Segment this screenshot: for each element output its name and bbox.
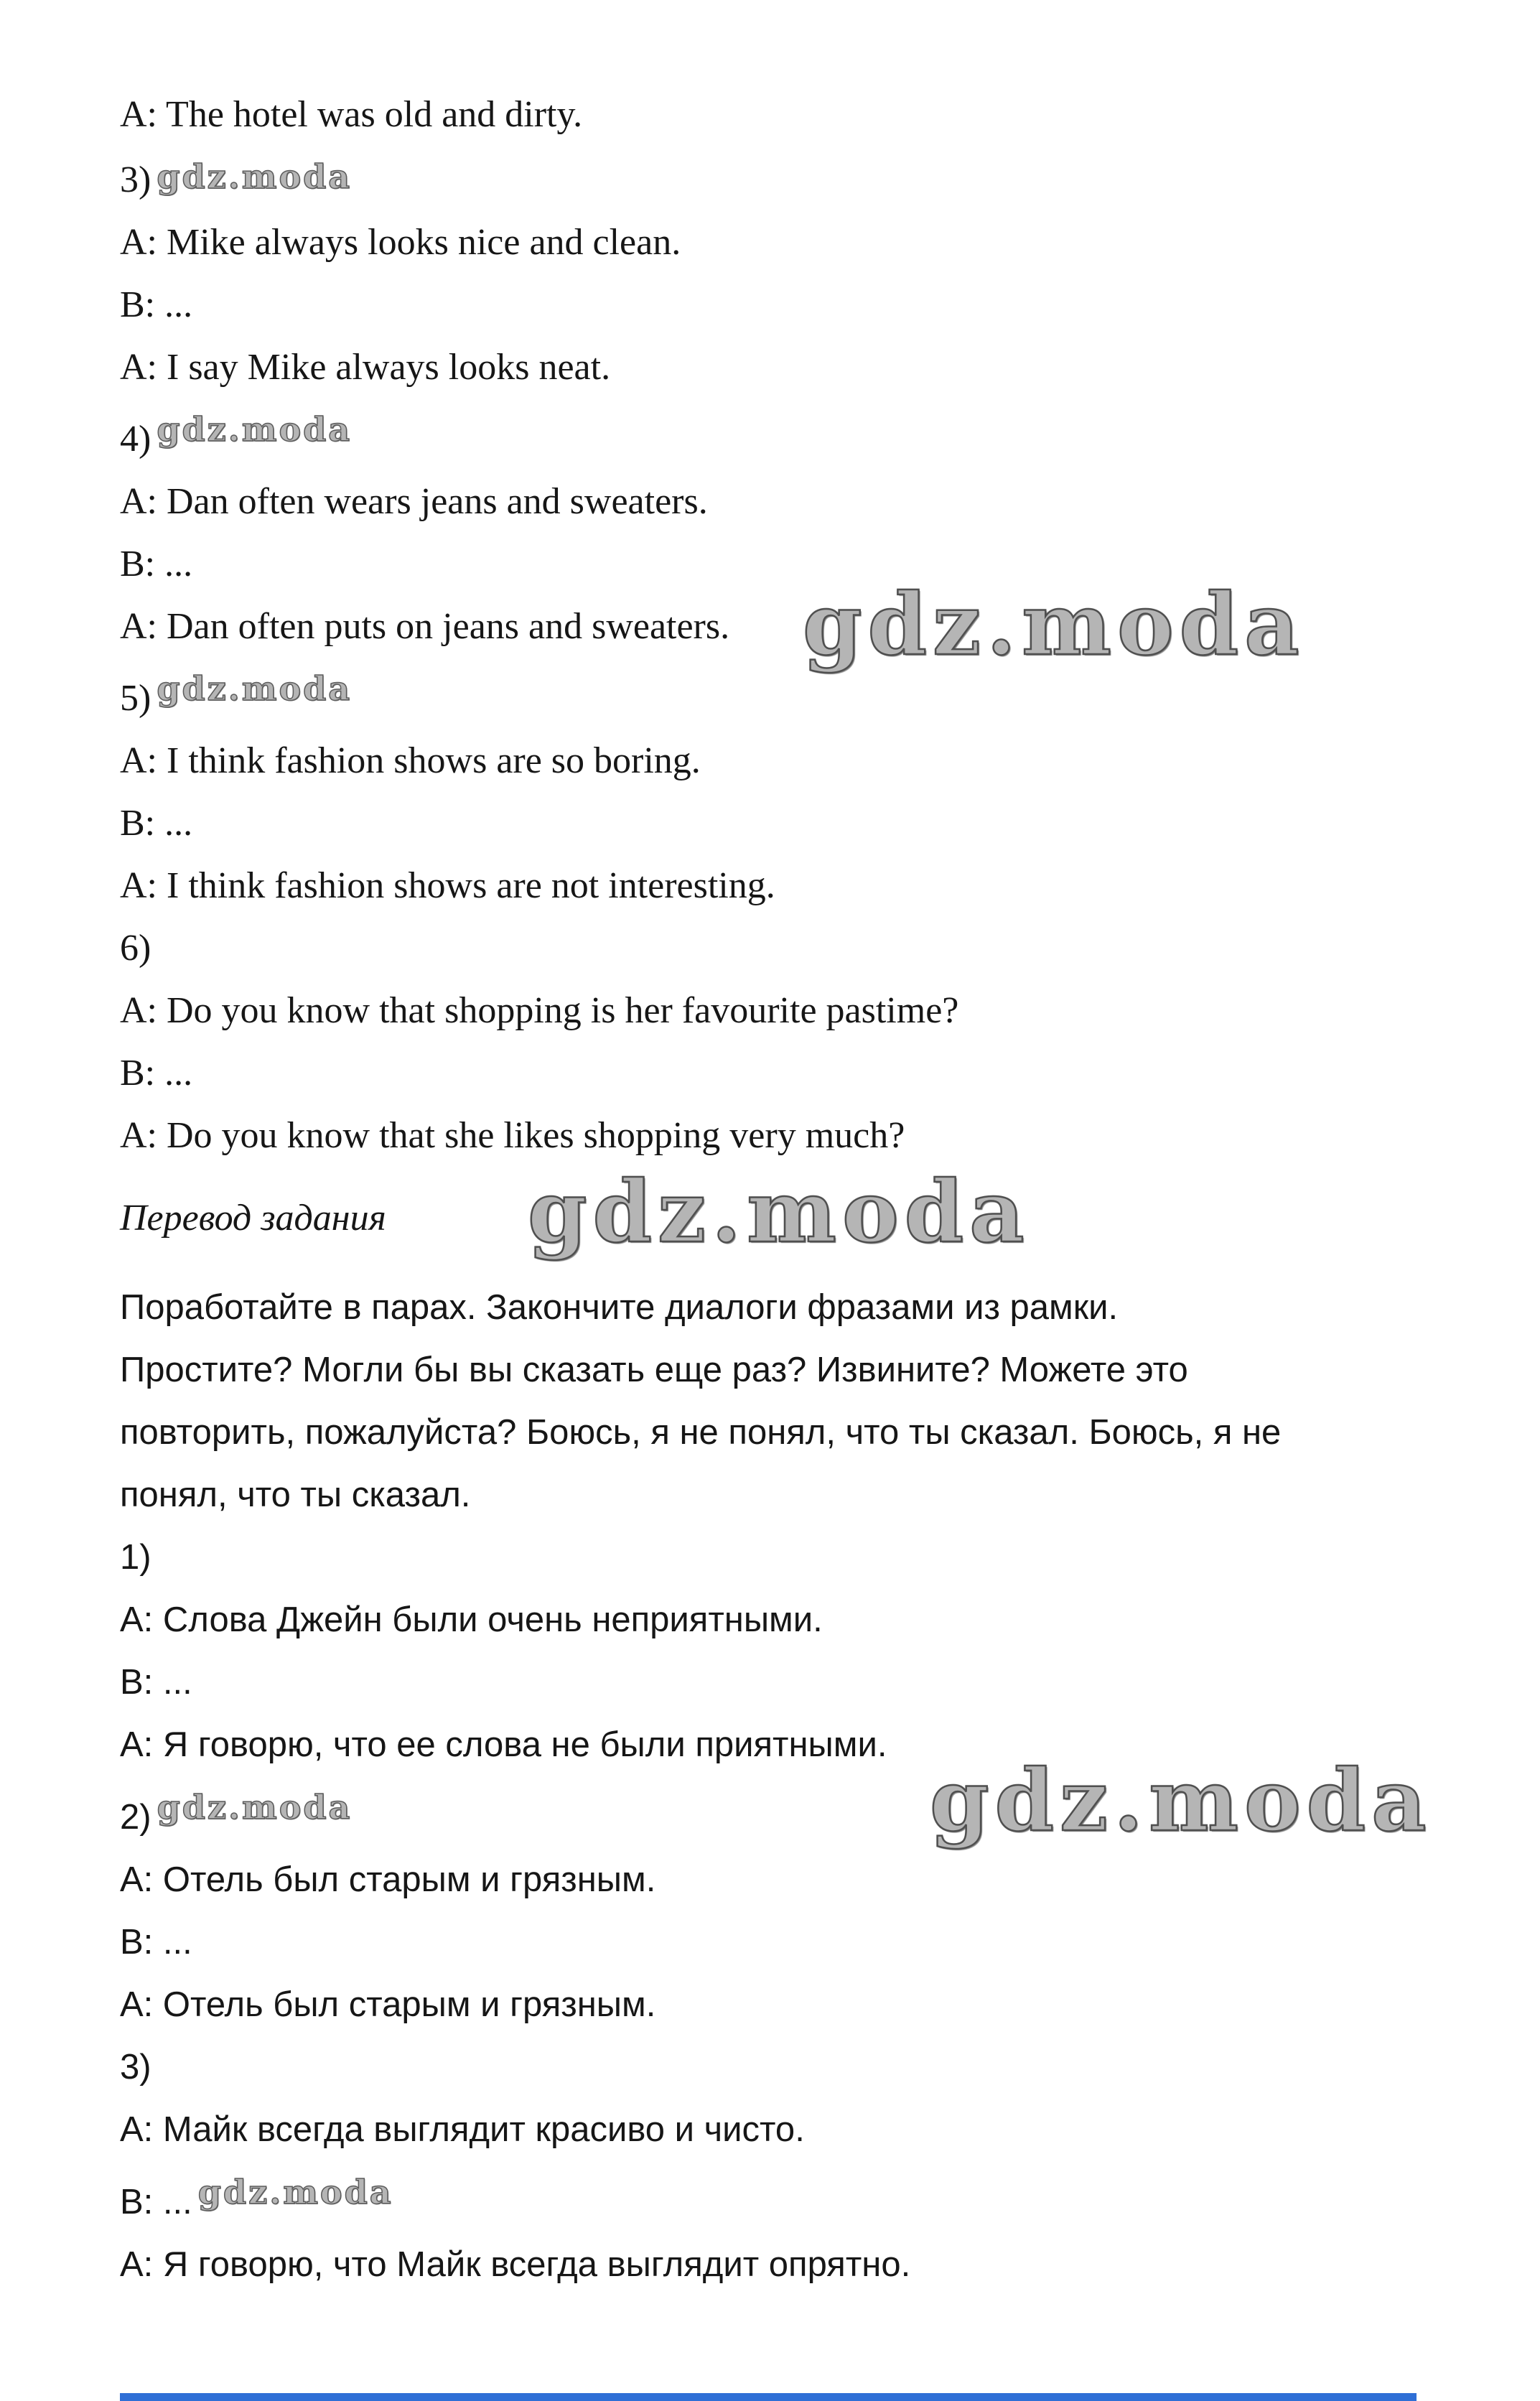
dialogue-line: A: Do you know that she likes shopping very much? xyxy=(120,1115,905,1156)
item-number-line xyxy=(120,398,1483,470)
dialogue-line: B: ... xyxy=(120,1053,193,1094)
dialogue-line: A: I think fashion shows are not interesting. xyxy=(120,865,775,906)
item-number-line: 1) xyxy=(120,1538,151,1577)
gdz-watermark-large: gdz.moda xyxy=(528,1162,1030,1262)
item-number-line: 6) xyxy=(120,928,151,969)
dialogue-line: A: Mike always looks nice and clean. xyxy=(120,222,681,263)
gdz-watermark: gdz.moda xyxy=(157,157,353,196)
translation-paragraph-line: Простите? Могли бы вы сказать еще раз? Извините? Можете это xyxy=(120,1351,1188,1389)
gdz-watermark-large: gdz.moda xyxy=(930,1750,1432,1850)
dialogue-line: A: The hotel was old and dirty. xyxy=(120,94,583,135)
dialogue-line: В: ... xyxy=(120,1923,192,1962)
dialogue-line: A: Dan often puts on jeans and sweaters. xyxy=(120,606,730,647)
item-number-line: 3) xyxy=(120,2048,151,2087)
gdz-watermark: gdz.moda xyxy=(197,2173,393,2211)
dialogue-line: А: Я говорю, что ее слова не были приятными. xyxy=(120,1725,887,1764)
dialogue-text: В: ... xyxy=(120,2183,192,2221)
item-number: 3) xyxy=(120,159,151,200)
dialogue-line xyxy=(120,2161,1483,2234)
dialogue-line: B: ... xyxy=(120,803,193,844)
dialogue-line: А: Слова Джейн были очень неприятными. xyxy=(120,1600,823,1639)
gdz-watermark-large: gdz.moda xyxy=(803,574,1305,674)
dialogue-line: В: ... xyxy=(120,1663,192,1702)
dialogue-line: B: ... xyxy=(120,284,193,325)
item-number: 5) xyxy=(120,678,151,719)
footer-accent-bar xyxy=(120,2393,1417,2401)
dialogue-line: А: Отель был старым и грязным. xyxy=(120,1860,656,1899)
translation-heading: Перевод задания xyxy=(120,1198,386,1239)
dialogue-line: А: Отель был старым и грязным. xyxy=(120,1985,656,2024)
dialogue-line: A: I say Mike always looks neat. xyxy=(120,347,611,388)
item-number-line xyxy=(120,146,1483,211)
translation-paragraph-line: Поработайте в парах. Закончите диалоги фразами из рамки. xyxy=(120,1288,1119,1327)
dialogue-line: A: Do you know that shopping is her favourite pastime? xyxy=(120,990,959,1031)
gdz-watermark: gdz.moda xyxy=(157,410,353,449)
item-number: 4) xyxy=(120,419,151,460)
gdz-watermark: gdz.moda xyxy=(157,669,353,708)
dialogue-line: B: ... xyxy=(120,544,193,584)
gdz-watermark: gdz.moda xyxy=(157,1788,353,1827)
translation-paragraph-line: повторить, пожалуйста? Боюсь, я не понял, что ты сказал. Боюсь, я не xyxy=(120,1413,1282,1452)
dialogue-line: А: Я говорю, что Майк всегда выглядит опрятно. xyxy=(120,2245,911,2284)
item-number: 2) xyxy=(120,1798,151,1837)
translation-paragraph-line: понял, что ты сказал. xyxy=(120,1475,471,1514)
dialogue-line: А: Майк всегда выглядит красиво и чисто. xyxy=(120,2110,805,2149)
dialogue-line: A: I think fashion shows are so boring. xyxy=(120,740,701,781)
dialogue-line: A: Dan often wears jeans and sweaters. xyxy=(120,481,708,522)
